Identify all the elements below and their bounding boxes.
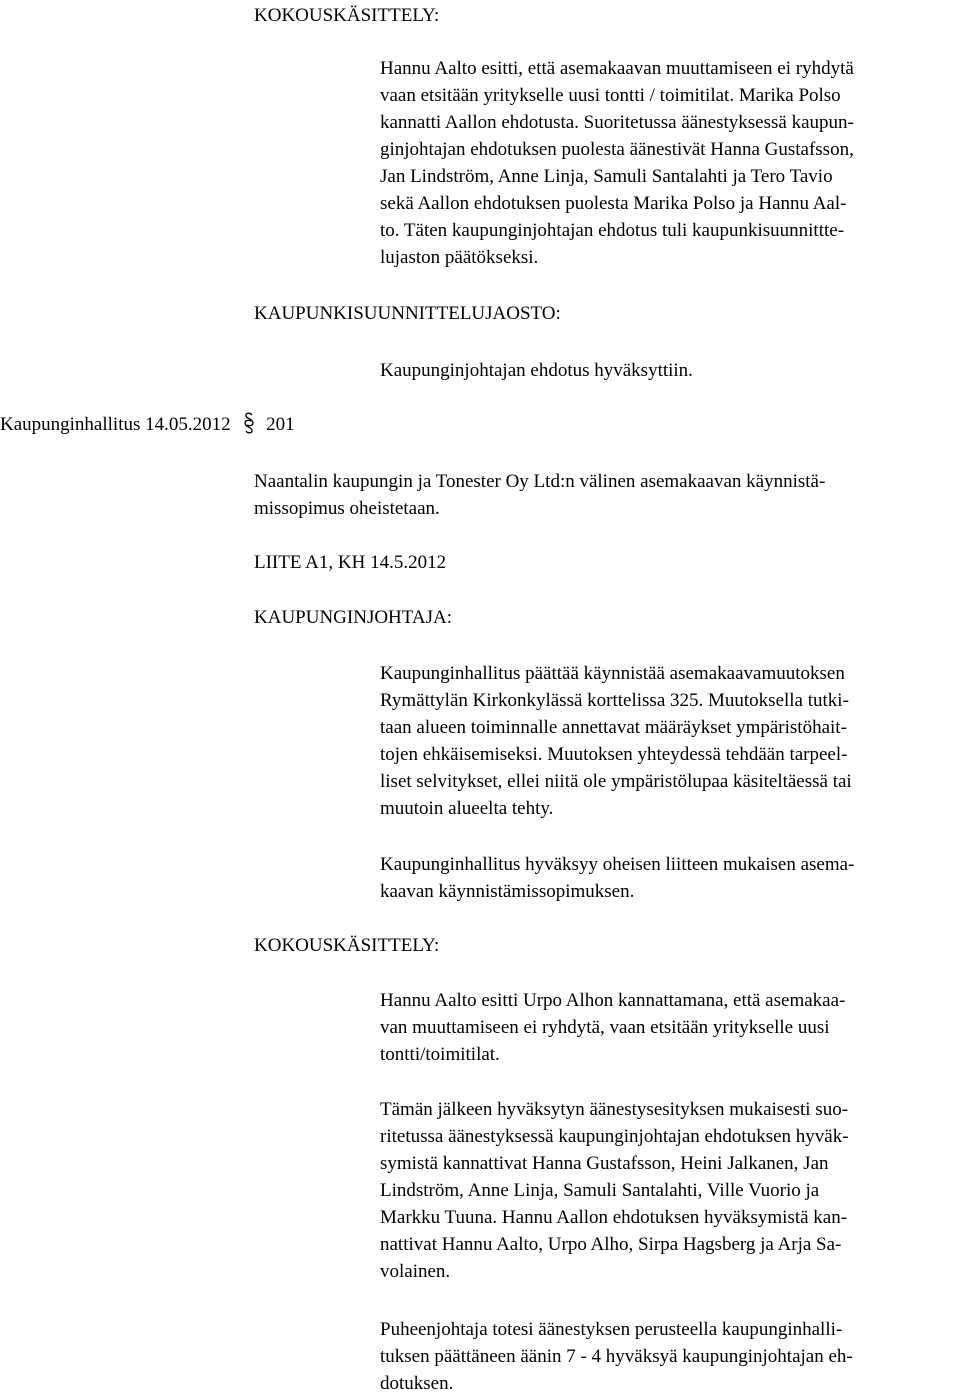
text-line: Lindström, Anne Linja, Samuli Santalahti, Ville Vuorio ja [380, 1180, 820, 1201]
text-line: symistä kannattivat Hanna Gustafsson, Heini Jalkanen, Jan [380, 1153, 829, 1174]
text-line: muutoin alueelta tehty. [380, 798, 554, 819]
text-line: volainen. [380, 1261, 451, 1282]
text-line: Naantalin kaupungin ja Tonester Oy Ltd:n välinen asemakaavan käynnistä- [254, 471, 826, 492]
paragraph-chair-statement [380, 1316, 952, 1397]
text-line: dotuksen. [380, 1373, 454, 1394]
text-line: kaavan käynnistämissopimuksen. [380, 881, 635, 902]
paragraph-kokouskasittely-1 [380, 55, 952, 271]
text-line: Kaupunginhallitus päättää käynnistää asemakaavamuutoksen [380, 663, 845, 684]
text-line: Kaupunginhallitus hyväksyy oheisen liitteen mukaisen asema- [380, 854, 855, 875]
paragraph-jaosto-decision: Kaupunginjohtajan ehdotus hyväksyttiin. [380, 360, 693, 381]
text-line: tontti/toimitilat. [380, 1044, 500, 1065]
text-line: taan alueen toiminnalle annettavat määräykset ympäristöhait- [380, 717, 847, 738]
text-line: tuksen päättäneen äänin 7 - 4 hyväksyä kaupunginjohtajan eh- [380, 1346, 853, 1367]
paragraph-vote-result [380, 1096, 952, 1285]
text-line: ritetussa äänestyksessä kaupunginjohtajan ehdotuksen hyväk- [380, 1126, 849, 1147]
paragraph-kaupunginjohtaja-approval [380, 851, 952, 905]
heading-kaupunkisuunnittelujaosto: KAUPUNKISUUNNITTELUJAOSTO: [254, 303, 561, 324]
text-line: nattivat Hannu Aalto, Urpo Alho, Sirpa Hagsberg ja Arja Sa- [380, 1234, 842, 1255]
text-line: missopimus oheistetaan. [254, 498, 440, 519]
paragraph-kokouskasittely-2 [380, 987, 952, 1068]
paragraph-intro [254, 468, 954, 522]
heading-kaupunginjohtaja: KAUPUNGINJOHTAJA: [254, 607, 452, 628]
attachment-reference: LIITE A1, KH 14.5.2012 [254, 552, 447, 573]
text-line: vaan etsitään yritykselle uusi tontti / toimitilat. Marika Polso [380, 85, 841, 106]
text-line: Hannu Aalto esitti Urpo Alhon kannattamana, että asemakaa- [380, 990, 846, 1011]
section-header [0, 411, 295, 438]
text-line: Puheenjohtaja totesi äänestyksen perusteella kaupunginhalli- [380, 1319, 843, 1340]
section-body: Kaupunginhallitus [0, 414, 141, 435]
text-line: Tämän jälkeen hyväksytyn äänestysesityksen mukaisesti suo- [380, 1099, 849, 1120]
text-line: Markku Tuuna. Hannu Aallon ehdotuksen hyväksymistä kan- [380, 1207, 848, 1228]
text-line: van muuttamiseen ei ryhdytä, vaan etsitään yritykselle uusi [380, 1017, 830, 1038]
text-line: lujaston päätökseksi. [380, 247, 539, 268]
paragraph-kaupunginjohtaja-proposal [380, 660, 952, 822]
text-line: liset selvitykset, ellei niitä ole ympäristölupaa käsiteltäessä tai [380, 771, 852, 792]
text-line: ginjohtajan ehdotuksen puolesta äänestivät Hanna Gustafsson, [380, 139, 854, 160]
section-sign-icon [243, 412, 255, 434]
section-date: 14.05.2012 [145, 414, 231, 435]
heading-kokouskasittely-1: KOKOUSKÄSITTELY: [254, 5, 440, 26]
heading-kokouskasittely-2: KOKOUSKÄSITTELY: [254, 935, 440, 956]
text-line: Rymättylän Kirkonkylässä korttelissa 325. Muutoksella tutki- [380, 690, 849, 711]
text-line: Hannu Aalto esitti, että asemakaavan muuttamiseen ei ryhdytä [380, 58, 854, 79]
text-line: sekä Aallon ehdotuksen puolesta Marika Polso ja Hannu Aal- [380, 193, 847, 214]
text-line: to. Täten kaupunginjohtajan ehdotus tuli kaupunkisuunnittte- [380, 220, 845, 241]
text-line: tojen ehkäisemiseksi. Muutoksen yhteydessä tehdään tarpeel- [380, 744, 848, 765]
text-line: Jan Lindström, Anne Linja, Samuli Santalahti ja Tero Tavio [380, 166, 833, 187]
section-number: 201 [266, 414, 295, 435]
text-line: kannatti Aallon ehdotusta. Suoritetussa äänestyksessä kaupun- [380, 112, 854, 133]
